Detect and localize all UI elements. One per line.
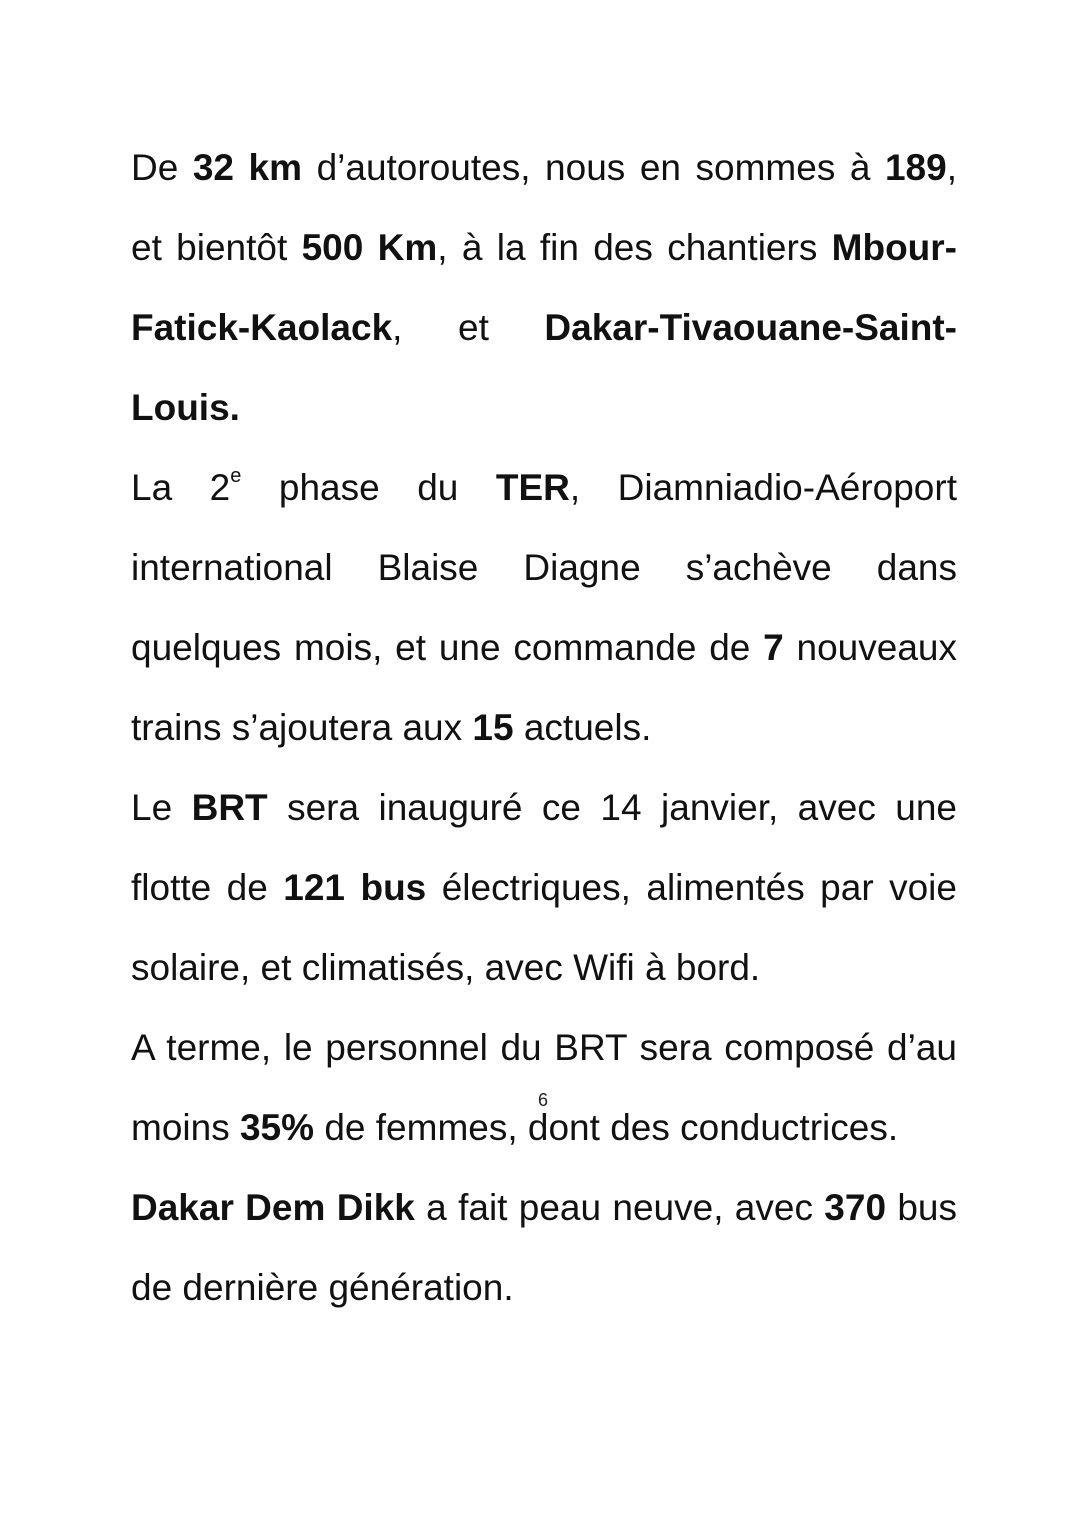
bold-text-run: 15 [472, 707, 514, 748]
paragraph-brt [131, 768, 957, 1008]
text-run: d’autoroutes, nous en sommes à [302, 147, 885, 188]
bold-text-run: Dakar-Tivaouane-Saint-Louis. [131, 307, 957, 428]
paragraph-ter [131, 448, 957, 768]
paragraph-dakar-dem-dikk [131, 1168, 957, 1328]
text-run: , et bientôt [131, 147, 957, 268]
bold-text-run: 32 km [192, 147, 303, 188]
text-run: A terme, le personnel du BRT sera composé d’au moins [131, 1027, 957, 1148]
page-body [131, 128, 957, 1328]
text-run: phase du [241, 467, 496, 508]
bold-text-run: 35% [239, 1107, 315, 1148]
bold-text-run: Dakar Dem Dikk [131, 1187, 415, 1228]
text-run: actuels. [513, 707, 652, 748]
text-run: De [131, 147, 193, 188]
text-run: , et [392, 307, 545, 348]
text-run: , à la fin des chantiers [437, 227, 832, 268]
superscript-run: e [230, 465, 242, 487]
bold-text-run: 7 [763, 627, 784, 668]
text-run: sera inauguré ce 14 janvier, avec une flotte de [131, 787, 958, 908]
text-run: Le [131, 787, 192, 828]
text-run: , Diamniadio-Aéroport international Blaise Diagne s’achève dans quelques mois, et une commande de [131, 467, 957, 668]
bold-text-run: 121 bus [283, 867, 427, 908]
paragraph-autoroutes [131, 128, 957, 448]
bold-text-run: 189 [884, 147, 947, 188]
bold-text-run: 370 [824, 1187, 887, 1228]
bold-text-run: 500 Km [301, 227, 438, 268]
bold-text-run: BRT [191, 787, 268, 828]
text-run: La 2 [131, 467, 231, 508]
bold-text-run: TER [495, 467, 570, 508]
page-number: 6 [537, 1090, 548, 1110]
text-run: bus de dernière génération. [131, 1187, 958, 1308]
text-run: électriques, alimentés par voie solaire, et climatisés, avec Wifi à bord. [131, 867, 957, 988]
text-run: de femmes, dont des conductrices. [314, 1107, 899, 1148]
bold-text-run: Mbour-Fatick-Kaolack [131, 227, 957, 348]
text-run: nouveaux trains s’ajoutera aux [131, 627, 957, 748]
text-run: a fait peau neuve, avec [414, 1187, 825, 1228]
